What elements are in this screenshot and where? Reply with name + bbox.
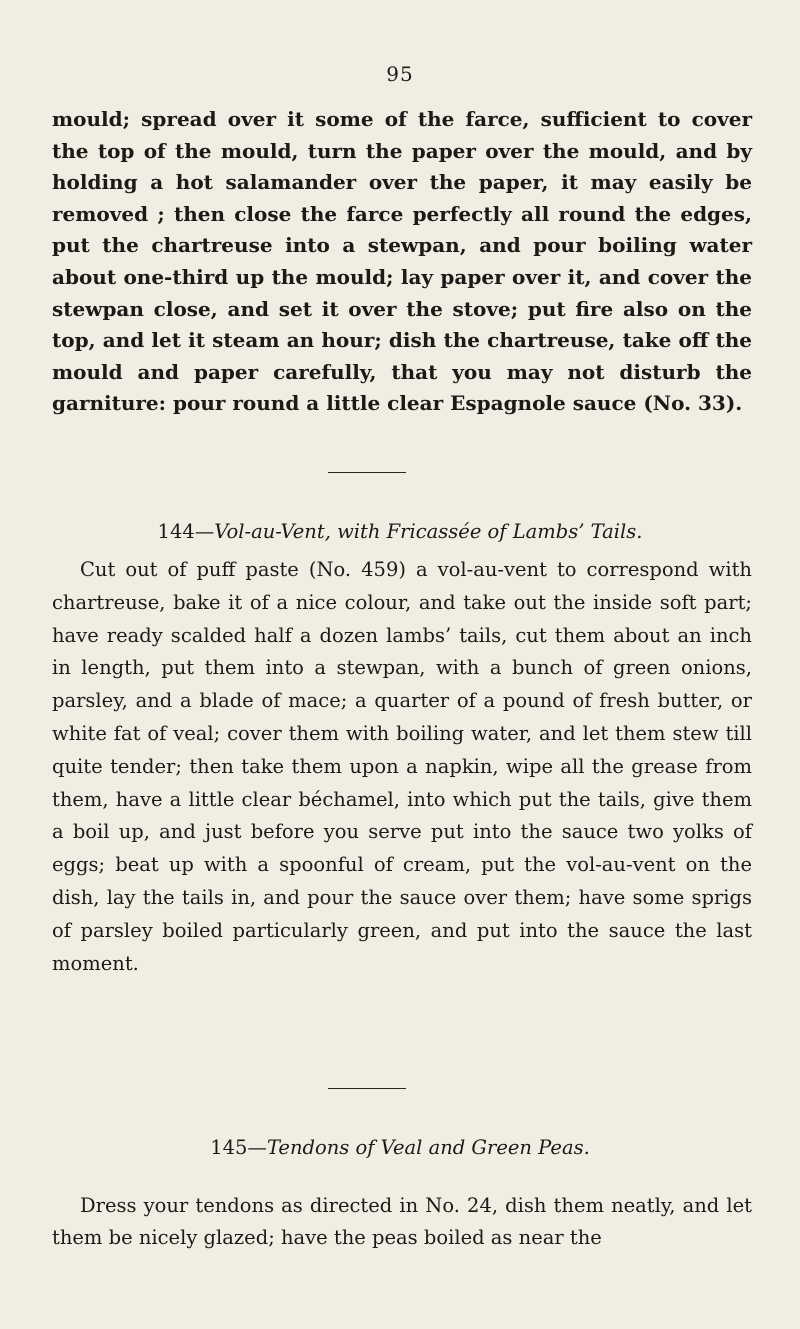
recipe-title: Vol-au-Vent, with Fricassée of Lambs’ Tails. — [214, 520, 643, 543]
continuation-paragraph: mould; spread over it some of the farce, sufficient to cover the top of the mould, turn the paper over the mould, and by holding a hot salamander over the paper, it may easily be removed ; then close the farce perfectly all round the edges, put the chartreuse into a stewpan, and pour boiling water about one-third up the mould; lay paper over it, and cover the stewpan close, and set it over the stove; put fire also on the top, and let it steam an hour; dish the chartreuse, take off the mould and paper carefully, that you may not disturb the garniture: pour round a little clear Espagnole sauce (No. 33). — [52, 107, 752, 416]
recipe-heading — [0, 520, 800, 543]
section-divider — [328, 1088, 406, 1089]
recipe-heading — [0, 1136, 800, 1159]
page-number: 95 — [386, 62, 414, 86]
recipe-body: Cut out of puff paste (No. 459) a vol-au-vent to correspond with chartreuse, bake it of a nice colour, and take out the inside soft part; have ready scalded half a dozen lambs’ tails, cut them about an inch in length, put them into a stewpan, with a bunch of green onions, parsley, and a blade of mace; a quarter of a pound of fresh butter, or white fat of veal; cover them with boiling water, and let them stew till quite tender; then take them upon a napkin, wipe all the grease from them, have a little clear béchamel, into which put the tails, give them a boil up, and just before you serve put into the sauce two yolks of eggs; beat up with a spoonful of cream, put the vol-au-vent on the dish, lay the tails in, and pour the sauce over them; have some sprigs of parsley boiled particularly green, and put into the sauce the last moment. — [52, 558, 752, 975]
recipe-title: Tendons of Veal and Green Peas. — [266, 1136, 590, 1159]
recipe-body: Dress your tendons as directed in No. 24, dish them neatly, and let them be nicely glazed; have the peas boiled as near the — [52, 1194, 752, 1249]
section-divider — [328, 472, 406, 473]
recipe-number: 145— — [210, 1136, 267, 1159]
recipe-number: 144— — [157, 520, 215, 543]
